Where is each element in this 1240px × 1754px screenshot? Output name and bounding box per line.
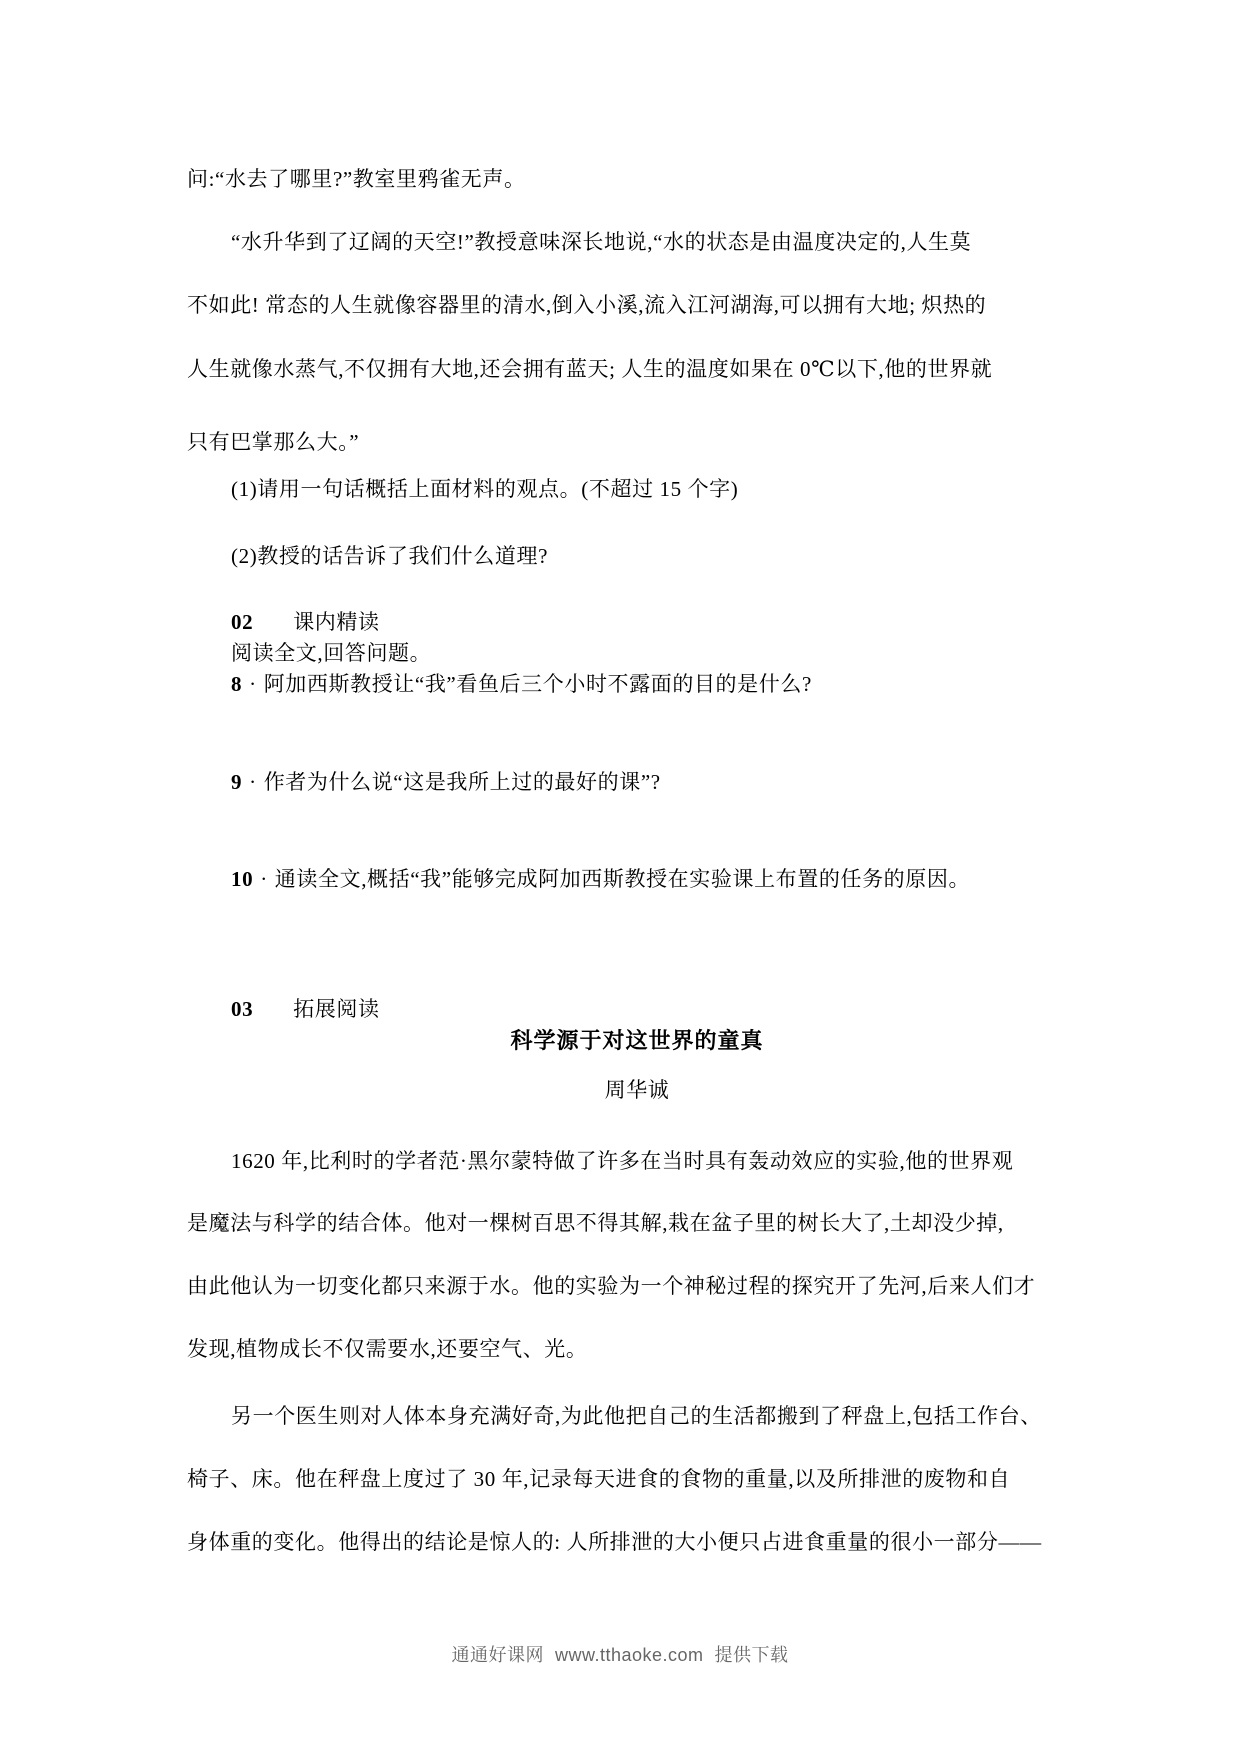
question-10-number: 10 [231, 867, 254, 891]
intro-line-2: “水升华到了辽阔的天空!”教授意味深长地说,“水的状态是由温度决定的,人生莫 [231, 230, 972, 254]
section-03-title: 拓展阅读 [293, 997, 380, 1021]
question-10-text: 通读全文,概括“我”能够完成阿加西斯教授在实验课上布置的任务的原因。 [274, 867, 971, 891]
section-02-number: 02 [231, 610, 254, 634]
question-9 [187, 769, 1131, 795]
question-8-text: 阿加西斯教授让“我”看鱼后三个小时不露面的目的是什么? [263, 672, 812, 696]
article-title: 科学源于对这世界的童真 [510, 1028, 764, 1053]
article-author: 周华诚 [604, 1078, 670, 1102]
question-8-separator: · [249, 672, 257, 696]
article-paragraph2-line-2: 椅子、床。他在秤盘上度过了 30 年,记录每天进食的食物的重量,以及所排泄的废物和自 [187, 1467, 1011, 1491]
article-paragraph2-line-1: 另一个医生则对人体本身充满好奇,为此他把自己的生活都搬到了秤盘上,包括工作台、 [231, 1404, 1042, 1428]
section-02-instruction: 阅读全文,回答问题。 [231, 641, 432, 665]
footer-watermark: 通通好课网 www.tthaoke.com 提供下载 [451, 1645, 789, 1665]
question-9-separator: · [249, 770, 257, 794]
intro-line-4: 人生就像水蒸气,不仅拥有大地,还会拥有蓝天; 人生的温度如果在 0℃以下,他的世界就 [187, 357, 993, 381]
article-paragraph1-line-1: 1620 年,比利时的学者范·黑尔蒙特做了许多在当时具有轰动效应的实验,他的世界观 [231, 1149, 1014, 1173]
question-10 [187, 866, 1131, 892]
article-paragraph1-line-3: 由此他认为一切变化都只来源于水。他的实验为一个神秘过程的探究开了先河,后来人们才 [187, 1274, 1036, 1298]
question-8 [187, 671, 1131, 697]
intro-line-3: 不如此! 常态的人生就像容器里的清水,倒入小溪,流入江河湖海,可以拥有大地; 炽热的 [187, 293, 987, 317]
question-9-number: 9 [231, 770, 243, 794]
intro-line-1: 问:“水去了哪里?”教室里鸦雀无声。 [187, 167, 526, 191]
section-02-heading [187, 609, 1131, 635]
article-paragraph2-line-3: 身体重的变化。他得出的结论是惊人的: 人所排泄的大小便只占进食重量的很小一部分—— [187, 1530, 1042, 1554]
article-paragraph1-line-4: 发现,植物成长不仅需要水,还要空气、光。 [187, 1337, 588, 1361]
intro-line-5: 只有巴掌那么大。” [187, 430, 360, 454]
question-9-text: 作者为什么说“这是我所上过的最好的课”? [263, 770, 661, 794]
section-03-heading [187, 996, 1131, 1022]
material-question-1: (1)请用一句话概括上面材料的观点。(不超过 15 个字) [231, 477, 739, 501]
section-03-number: 03 [231, 997, 254, 1021]
question-8-number: 8 [231, 672, 243, 696]
article-paragraph1-line-2: 是魔法与科学的结合体。他对一棵树百思不得其解,栽在盆子里的树长大了,土却没少掉, [187, 1211, 1004, 1235]
question-10-separator: · [260, 867, 268, 891]
material-question-2: (2)教授的话告诉了我们什么道理? [231, 544, 549, 568]
section-02-title: 课内精读 [293, 610, 380, 634]
